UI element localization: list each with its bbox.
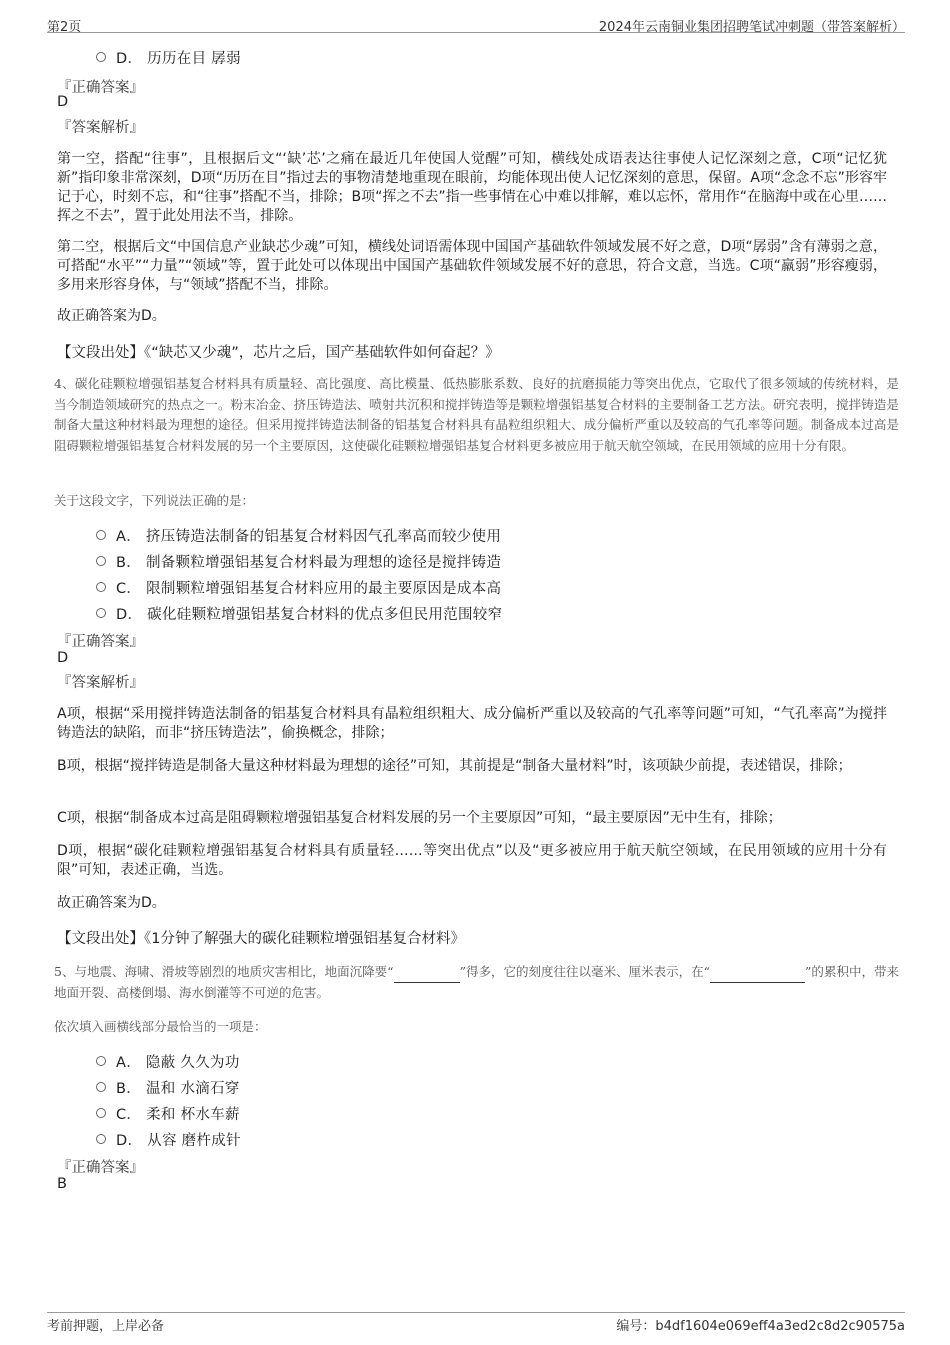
- fill-blank-2[interactable]: [710, 970, 805, 983]
- q4-source: 【文段出处】《1分钟了解强大的碳化硅颗粒增强铝基复合材料》: [57, 931, 465, 947]
- q3-analysis-conclusion: 故正确答案为D。: [57, 308, 166, 324]
- q3-source: 【文段出处】《“缺芯又少魂”，芯片之后，国产基础软件如何奋起？》: [57, 345, 500, 361]
- q4-question: 关于这段文字，下列说法正确的是：: [54, 493, 255, 508]
- q3-correct-answer-label: 『正确答案』: [57, 80, 144, 96]
- radio-button[interactable]: [96, 52, 106, 62]
- radio-button[interactable]: [96, 1134, 106, 1144]
- q5-question: 依次填入画横线部分最恰当的一项是：: [54, 1019, 267, 1034]
- page-footer: [47, 1312, 905, 1333]
- radio-button[interactable]: [96, 608, 106, 618]
- q4-answer: D: [57, 650, 69, 666]
- footer-slogan: 考前押题，上岸必备: [47, 1319, 165, 1334]
- document-code: 编号：b4df1604e069eff4a3ed2c8d2c90575a: [616, 1319, 905, 1334]
- radio-button[interactable]: [96, 1108, 106, 1118]
- q4-analysis-a: A项，根据“采用搅拌铸造法制备的铝基复合材料具有晶粒组织粗大、成分偏析严重以及较高的气孔率等问题”可知，“气孔率高”为搅拌铸造法的缺陷，而非“挤压铸造法”，偷换概念，排除；: [57, 706, 887, 741]
- q3-analysis-paragraph-1: 第一空，搭配“往事”，且根据后文“‘缺’芯’之痛在最近几年使国人觉醒”可知，横线处成语表达往事使人记忆深刻之意，C项“记忆犹新”指印象非常深刻，D项“历历在目”指过去的事物清楚地重现在眼前，均能体现出使人记忆深刻的意思，保留。A项“念念不忘”形容牢记于心，时刻不忘，和“往事”搭配不当，排除；B项“挥之不去”指一些事情在心中难以排解，难以忘怀，常用作“在脑海中或在心里……挥之不去”，置于此处用法不当，排除。: [57, 151, 887, 224]
- q4-correct-answer-label: 『正确答案』: [57, 634, 144, 650]
- page-number: 第2页: [47, 20, 82, 35]
- radio-button[interactable]: [96, 582, 106, 592]
- radio-button[interactable]: [96, 1056, 106, 1066]
- q4-analysis-label: 『答案解析』: [57, 675, 144, 691]
- q5-correct-answer-label: 『正确答案』: [57, 1160, 144, 1176]
- q3-analysis-paragraph-2: 第二空，根据后文“中国信息产业缺芯少魂”可知，横线处词语需体现中国国产基础软件领域发展不好之意，D项“孱弱”含有薄弱之意，可搭配“水平”“力量”“领域”等，置于此处可以体现出中国国产基础软件领域发展不好的意思，符合文意，当选。C项“羸弱”形容瘦弱，多用来形容身体，与“领域”搭配不当，排除。: [57, 239, 887, 293]
- q4-analysis-conclusion: 故正确答案为D。: [57, 895, 166, 911]
- fill-blank-1[interactable]: [394, 970, 460, 983]
- q5-answer: B: [57, 1176, 67, 1192]
- page-header: [47, 16, 905, 33]
- q4-analysis-b: B项，根据“搅拌铸造是制备大量这种材料最为理想的途径”可知，其前提是“制备大量材料”时，该项缺少前提，表述错误，排除；: [57, 758, 852, 774]
- q4-stem: 4、碳化硅颗粒增强铝基复合材料具有质量轻、高比强度、高比模量、低热膨胀系数、良好的抗磨损能力等突出优点，它取代了很多领域的传统材料，是当今制造领域研究的热点之一。粉末冶金、挤压铸造法、喷射共沉积和搅拌铸造等是颗粒增强铝基复合材料的主要制备工艺方法。研究表明，搅拌铸造是制备大量这种材料最为理想的途径。但采用搅拌铸造法制备的铝基复合材料具有晶粒组织粗大、成分偏析严重以及较高的气孔率等问题。制备成本过高是阻碍颗粒增强铝基复合材料发展的另一个主要原因，这使碳化硅颗粒增强铝基复合材料更多被应用于航天航空领域，在民用领域的应用十分有限。: [54, 376, 899, 453]
- q4-analysis-c: C项，根据“制备成本过高是阻碍颗粒增强铝基复合材料发展的另一个主要原因”可知，“最主要原因”无中生有，排除；: [57, 810, 782, 826]
- radio-button[interactable]: [96, 1082, 106, 1092]
- q3-analysis-label: 『答案解析』: [57, 120, 144, 136]
- q3-answer: D: [57, 94, 69, 110]
- q5-stem: 5、与地震、海啸、滑坡等剧烈的地质灾害相比，地面沉降要“ ”得多，它的刻度往往以毫米、厘米表示，在“ ”的累积中，带来地面开裂、高楼倒塌、海水倒灌等不可逆的危害。: [54, 964, 899, 1000]
- document-title: 2024年云南铜业集团招聘笔试冲刺题（带答案解析）: [598, 20, 905, 35]
- q4-analysis-d: D项，根据“碳化硅颗粒增强铝基复合材料具有质量轻……等突出优点”以及“更多被应用于航天航空领域，在民用领域的应用十分有限”可知，表述正确，当选。: [57, 843, 887, 878]
- radio-button[interactable]: [96, 556, 106, 566]
- radio-button[interactable]: [96, 530, 106, 540]
